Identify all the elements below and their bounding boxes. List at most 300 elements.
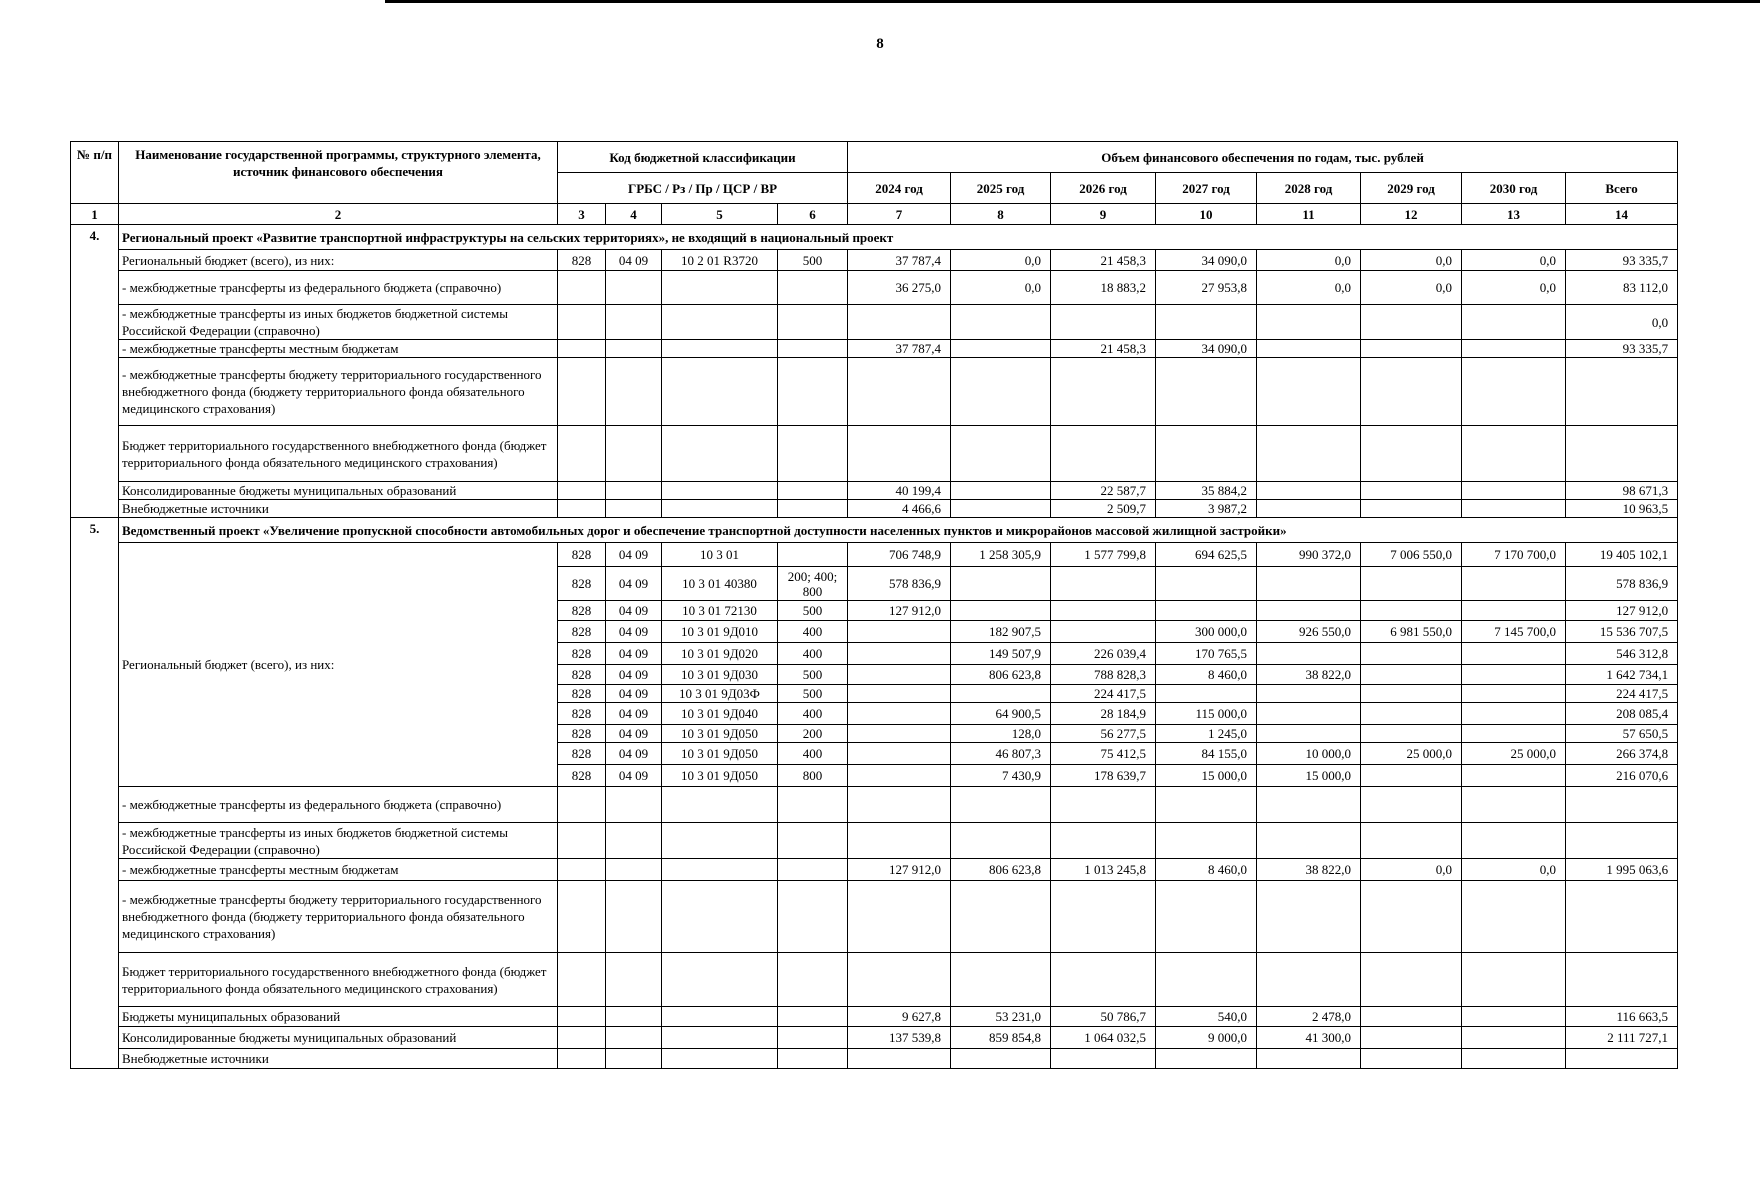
header-year: 2028 год bbox=[1257, 173, 1361, 204]
header-colnum: 2 bbox=[119, 204, 558, 225]
value-cell: 8 460,0 bbox=[1156, 859, 1257, 881]
row-label: - межбюджетные трансферты из иных бюджетов бюджетной системы Российской Федерации (справочно) bbox=[119, 305, 558, 340]
section-number: 4. bbox=[71, 225, 119, 518]
value-cell: 46 807,3 bbox=[951, 743, 1051, 765]
value-cell bbox=[1361, 881, 1462, 953]
value-cell: 15 000,0 bbox=[1257, 765, 1361, 787]
rz-cell: 04 09 bbox=[606, 703, 662, 725]
value-cell bbox=[848, 426, 951, 482]
vr-cell: 200; 400; 800 bbox=[778, 567, 848, 601]
value-cell: 6 981 550,0 bbox=[1361, 621, 1462, 643]
value-cell: 0,0 bbox=[1361, 859, 1462, 881]
value-cell: 115 000,0 bbox=[1156, 703, 1257, 725]
value-cell: 25 000,0 bbox=[1462, 743, 1566, 765]
value-cell: 15 536 707,5 bbox=[1566, 621, 1678, 643]
header-code-group: Код бюджетной классификации bbox=[558, 142, 848, 173]
row-label: Региональный бюджет (всего), из них: bbox=[119, 250, 558, 271]
value-cell bbox=[848, 358, 951, 426]
rz-cell: 04 09 bbox=[606, 643, 662, 665]
value-cell bbox=[1156, 1049, 1257, 1069]
vr-cell bbox=[778, 305, 848, 340]
code-cell bbox=[606, 881, 662, 953]
value-cell bbox=[1051, 881, 1156, 953]
value-cell: 56 277,5 bbox=[1051, 725, 1156, 743]
vr-cell bbox=[778, 482, 848, 500]
value-cell bbox=[1361, 482, 1462, 500]
value-cell: 1 258 305,9 bbox=[951, 543, 1051, 567]
csr-cell: 10 3 01 9Д010 bbox=[662, 621, 778, 643]
value-cell: 2 111 727,1 bbox=[1566, 1027, 1678, 1049]
header-colnum: 8 bbox=[951, 204, 1051, 225]
grbs-cell bbox=[558, 426, 606, 482]
value-cell: 224 417,5 bbox=[1566, 685, 1678, 703]
value-cell bbox=[1156, 953, 1257, 1007]
value-cell bbox=[848, 787, 951, 823]
vr-cell: 200 bbox=[778, 725, 848, 743]
value-cell bbox=[1361, 1007, 1462, 1027]
vr-cell bbox=[778, 271, 848, 305]
grbs-cell: 828 bbox=[558, 665, 606, 685]
value-cell: 127 912,0 bbox=[848, 859, 951, 881]
value-cell bbox=[1156, 601, 1257, 621]
value-cell bbox=[1156, 358, 1257, 426]
value-cell bbox=[1156, 685, 1257, 703]
vr-cell: 500 bbox=[778, 665, 848, 685]
grbs-cell bbox=[558, 271, 606, 305]
value-cell: 926 550,0 bbox=[1257, 621, 1361, 643]
row-label: - межбюджетные трансферты местным бюджетам bbox=[119, 340, 558, 358]
value-cell bbox=[1462, 358, 1566, 426]
csr-cell: 10 3 01 9Д020 bbox=[662, 643, 778, 665]
grbs-cell: 828 bbox=[558, 703, 606, 725]
header-year: 2025 год bbox=[951, 173, 1051, 204]
value-cell: 19 405 102,1 bbox=[1566, 543, 1678, 567]
value-cell bbox=[1462, 1027, 1566, 1049]
value-cell: 15 000,0 bbox=[1156, 765, 1257, 787]
vr-cell bbox=[778, 426, 848, 482]
value-cell: 83 112,0 bbox=[1566, 271, 1678, 305]
header-year: Всего bbox=[1566, 173, 1678, 204]
code-cell bbox=[662, 1007, 778, 1027]
rz-cell bbox=[606, 426, 662, 482]
table-row bbox=[71, 1007, 1678, 1027]
code-cell bbox=[778, 953, 848, 1007]
value-cell bbox=[1257, 426, 1361, 482]
code-cell bbox=[606, 1049, 662, 1069]
grbs-cell: 828 bbox=[558, 765, 606, 787]
grbs-cell: 828 bbox=[558, 543, 606, 567]
value-cell bbox=[951, 823, 1051, 859]
value-cell bbox=[1361, 567, 1462, 601]
value-cell bbox=[1361, 953, 1462, 1007]
value-cell: 0,0 bbox=[951, 271, 1051, 305]
header-colnum: 10 bbox=[1156, 204, 1257, 225]
csr-cell: 10 3 01 40380 bbox=[662, 567, 778, 601]
section-title: Региональный проект «Развитие транспортной инфраструктуры на сельских территориях», не входящий в национальный проект bbox=[119, 225, 1678, 250]
value-cell bbox=[1566, 1049, 1678, 1069]
value-cell: 137 539,8 bbox=[848, 1027, 951, 1049]
value-cell bbox=[1257, 685, 1361, 703]
grbs-cell: 828 bbox=[558, 567, 606, 601]
table-row bbox=[71, 1027, 1678, 1049]
header-colnum: 14 bbox=[1566, 204, 1678, 225]
value-cell bbox=[951, 426, 1051, 482]
value-cell bbox=[848, 881, 951, 953]
value-cell bbox=[1257, 482, 1361, 500]
value-cell: 170 765,5 bbox=[1156, 643, 1257, 665]
value-cell bbox=[1566, 787, 1678, 823]
code-cell bbox=[662, 1049, 778, 1069]
code-cell bbox=[558, 953, 606, 1007]
code-cell bbox=[778, 859, 848, 881]
value-cell bbox=[1462, 601, 1566, 621]
value-cell: 1 013 245,8 bbox=[1051, 859, 1156, 881]
value-cell: 1 064 032,5 bbox=[1051, 1027, 1156, 1049]
table-row bbox=[71, 271, 1678, 305]
header-colnum: 12 bbox=[1361, 204, 1462, 225]
code-cell bbox=[662, 823, 778, 859]
csr-cell: 10 2 01 R3720 bbox=[662, 250, 778, 271]
value-cell: 0,0 bbox=[1257, 250, 1361, 271]
value-cell bbox=[1051, 621, 1156, 643]
value-cell bbox=[1156, 567, 1257, 601]
value-cell: 10 963,5 bbox=[1566, 500, 1678, 518]
value-cell: 98 671,3 bbox=[1566, 482, 1678, 500]
value-cell: 41 300,0 bbox=[1257, 1027, 1361, 1049]
value-cell: 224 417,5 bbox=[1051, 685, 1156, 703]
value-cell: 208 085,4 bbox=[1566, 703, 1678, 725]
code-cell bbox=[606, 823, 662, 859]
vr-cell: 800 bbox=[778, 765, 848, 787]
header-year: 2030 год bbox=[1462, 173, 1566, 204]
value-cell: 178 639,7 bbox=[1051, 765, 1156, 787]
code-cell bbox=[662, 881, 778, 953]
value-cell bbox=[1156, 823, 1257, 859]
value-cell bbox=[1361, 1027, 1462, 1049]
value-cell bbox=[1361, 685, 1462, 703]
table-row bbox=[71, 426, 1678, 482]
rz-cell bbox=[606, 500, 662, 518]
value-cell: 9 000,0 bbox=[1156, 1027, 1257, 1049]
value-cell: 57 650,5 bbox=[1566, 725, 1678, 743]
value-cell: 1 577 799,8 bbox=[1051, 543, 1156, 567]
value-cell: 149 507,9 bbox=[951, 643, 1051, 665]
value-cell: 182 907,5 bbox=[951, 621, 1051, 643]
rz-cell bbox=[606, 271, 662, 305]
code-cell bbox=[662, 1027, 778, 1049]
table-row bbox=[71, 859, 1678, 881]
header-year: 2026 год bbox=[1051, 173, 1156, 204]
rz-cell: 04 09 bbox=[606, 665, 662, 685]
value-cell bbox=[848, 685, 951, 703]
code-cell bbox=[662, 953, 778, 1007]
grbs-cell: 828 bbox=[558, 743, 606, 765]
value-cell: 0,0 bbox=[1257, 271, 1361, 305]
value-cell bbox=[848, 1049, 951, 1069]
value-cell bbox=[1361, 765, 1462, 787]
vr-cell bbox=[778, 340, 848, 358]
value-cell: 93 335,7 bbox=[1566, 340, 1678, 358]
value-cell bbox=[1257, 725, 1361, 743]
value-cell: 40 199,4 bbox=[848, 482, 951, 500]
value-cell: 38 822,0 bbox=[1257, 859, 1361, 881]
header-colnum: 3 bbox=[558, 204, 606, 225]
value-cell bbox=[1156, 305, 1257, 340]
value-cell: 21 458,3 bbox=[1051, 340, 1156, 358]
value-cell: 578 836,9 bbox=[848, 567, 951, 601]
value-cell bbox=[951, 881, 1051, 953]
code-cell bbox=[778, 1007, 848, 1027]
csr-cell: 10 3 01 9Д030 bbox=[662, 665, 778, 685]
value-cell: 84 155,0 bbox=[1156, 743, 1257, 765]
vr-cell bbox=[778, 358, 848, 426]
value-cell bbox=[951, 482, 1051, 500]
code-cell bbox=[558, 1027, 606, 1049]
value-cell: 578 836,9 bbox=[1566, 567, 1678, 601]
value-cell: 4 466,6 bbox=[848, 500, 951, 518]
value-cell bbox=[951, 358, 1051, 426]
value-cell bbox=[1361, 787, 1462, 823]
value-cell bbox=[1361, 305, 1462, 340]
table-row bbox=[71, 881, 1678, 953]
value-cell bbox=[1156, 426, 1257, 482]
rz-cell bbox=[606, 340, 662, 358]
row-label: Внебюджетные источники bbox=[119, 500, 558, 518]
value-cell: 35 884,2 bbox=[1156, 482, 1257, 500]
value-cell: 859 854,8 bbox=[951, 1027, 1051, 1049]
table-row bbox=[71, 482, 1678, 500]
value-cell: 2 478,0 bbox=[1257, 1007, 1361, 1027]
table-row bbox=[71, 340, 1678, 358]
value-cell bbox=[951, 500, 1051, 518]
row-label: Бюджет территориального государственного внебюджетного фонда (бюджет территориального фонда обязательного медицинского страхования) bbox=[119, 426, 558, 482]
rz-cell: 04 09 bbox=[606, 621, 662, 643]
value-cell: 8 460,0 bbox=[1156, 665, 1257, 685]
value-cell bbox=[1257, 643, 1361, 665]
value-cell bbox=[1257, 823, 1361, 859]
csr-cell bbox=[662, 426, 778, 482]
vr-cell bbox=[778, 500, 848, 518]
code-cell bbox=[778, 1027, 848, 1049]
value-cell: 694 625,5 bbox=[1156, 543, 1257, 567]
vr-cell: 500 bbox=[778, 250, 848, 271]
value-cell bbox=[1462, 703, 1566, 725]
csr-cell: 10 3 01 9Д03Ф bbox=[662, 685, 778, 703]
value-cell bbox=[951, 601, 1051, 621]
value-cell: 18 883,2 bbox=[1051, 271, 1156, 305]
rz-cell: 04 09 bbox=[606, 743, 662, 765]
value-cell bbox=[848, 665, 951, 685]
value-cell: 7 145 700,0 bbox=[1462, 621, 1566, 643]
row-label: - межбюджетные трансферты из иных бюджетов бюджетной системы Российской Федерации (справочно) bbox=[119, 823, 558, 859]
section-number: 5. bbox=[71, 518, 119, 1069]
value-cell: 34 090,0 bbox=[1156, 250, 1257, 271]
value-cell: 93 335,7 bbox=[1566, 250, 1678, 271]
value-cell bbox=[1257, 305, 1361, 340]
value-cell bbox=[1462, 305, 1566, 340]
value-cell bbox=[1462, 953, 1566, 1007]
csr-cell: 10 3 01 72130 bbox=[662, 601, 778, 621]
header-colnum: 5 bbox=[662, 204, 778, 225]
value-cell: 546 312,8 bbox=[1566, 643, 1678, 665]
value-cell bbox=[1462, 482, 1566, 500]
value-cell: 706 748,9 bbox=[848, 543, 951, 567]
value-cell bbox=[1566, 881, 1678, 953]
value-cell bbox=[1051, 567, 1156, 601]
code-cell bbox=[558, 823, 606, 859]
value-cell bbox=[848, 823, 951, 859]
code-cell bbox=[606, 787, 662, 823]
header-colnum: 6 bbox=[778, 204, 848, 225]
code-cell bbox=[778, 1049, 848, 1069]
code-cell bbox=[778, 787, 848, 823]
value-cell bbox=[1051, 823, 1156, 859]
value-cell: 128,0 bbox=[951, 725, 1051, 743]
code-cell bbox=[662, 787, 778, 823]
code-cell bbox=[606, 1007, 662, 1027]
rz-cell: 04 09 bbox=[606, 567, 662, 601]
vr-cell: 400 bbox=[778, 743, 848, 765]
value-cell bbox=[1257, 340, 1361, 358]
value-cell: 0,0 bbox=[1462, 250, 1566, 271]
value-cell: 990 372,0 bbox=[1257, 543, 1361, 567]
rz-cell: 04 09 bbox=[606, 685, 662, 703]
code-cell bbox=[606, 953, 662, 1007]
vr-cell: 500 bbox=[778, 685, 848, 703]
value-cell bbox=[1462, 340, 1566, 358]
grbs-cell bbox=[558, 500, 606, 518]
value-cell: 38 822,0 bbox=[1257, 665, 1361, 685]
value-cell: 266 374,8 bbox=[1566, 743, 1678, 765]
value-cell bbox=[1361, 703, 1462, 725]
row-label: - межбюджетные трансферты местным бюджетам bbox=[119, 859, 558, 881]
header-year: 2027 год bbox=[1156, 173, 1257, 204]
value-cell bbox=[1462, 765, 1566, 787]
value-cell bbox=[1257, 358, 1361, 426]
header-volume-group: Объем финансового обеспечения по годам, тыс. рублей bbox=[848, 142, 1678, 173]
table-row bbox=[71, 358, 1678, 426]
csr-cell bbox=[662, 305, 778, 340]
value-cell: 37 787,4 bbox=[848, 340, 951, 358]
value-cell bbox=[848, 743, 951, 765]
vr-cell bbox=[778, 543, 848, 567]
header-name: Наименование государственной программы, структурного элемента, источник финансового обеспечения bbox=[119, 142, 558, 204]
value-cell: 300 000,0 bbox=[1156, 621, 1257, 643]
row-label: - межбюджетные трансферты бюджету территориального государственного внебюджетного фонда (бюджету территориального фонда обязательного медицинского страхования) bbox=[119, 358, 558, 426]
value-cell: 1 995 063,6 bbox=[1566, 859, 1678, 881]
table-row bbox=[71, 823, 1678, 859]
value-cell: 0,0 bbox=[1566, 305, 1678, 340]
value-cell bbox=[951, 567, 1051, 601]
value-cell bbox=[1257, 567, 1361, 601]
value-cell: 806 623,8 bbox=[951, 665, 1051, 685]
value-cell bbox=[1156, 787, 1257, 823]
grbs-cell: 828 bbox=[558, 621, 606, 643]
header-colnum: 13 bbox=[1462, 204, 1566, 225]
value-cell: 75 412,5 bbox=[1051, 743, 1156, 765]
grbs-cell bbox=[558, 340, 606, 358]
value-cell bbox=[1051, 787, 1156, 823]
header-colnum: 11 bbox=[1257, 204, 1361, 225]
value-cell bbox=[848, 643, 951, 665]
value-cell bbox=[1361, 340, 1462, 358]
code-cell bbox=[558, 859, 606, 881]
row-label: Бюджеты муниципальных образований bbox=[119, 1007, 558, 1027]
value-cell bbox=[848, 703, 951, 725]
header-code-sub: ГРБС / Рз / Пр / ЦСР / ВР bbox=[558, 173, 848, 204]
value-cell bbox=[848, 305, 951, 340]
header-year: 2024 год bbox=[848, 173, 951, 204]
grbs-cell: 828 bbox=[558, 725, 606, 743]
value-cell bbox=[1051, 1049, 1156, 1069]
code-cell bbox=[778, 823, 848, 859]
value-cell bbox=[1361, 500, 1462, 518]
value-cell: 9 627,8 bbox=[848, 1007, 951, 1027]
row-label: Консолидированные бюджеты муниципальных образований bbox=[119, 1027, 558, 1049]
value-cell bbox=[951, 305, 1051, 340]
row-label: - межбюджетные трансферты бюджету территориального государственного внебюджетного фонда (бюджету территориального фонда обязательного медицинского страхования) bbox=[119, 881, 558, 953]
value-cell bbox=[951, 953, 1051, 1007]
vr-cell: 500 bbox=[778, 601, 848, 621]
value-cell bbox=[1462, 787, 1566, 823]
rz-cell: 04 09 bbox=[606, 725, 662, 743]
value-cell bbox=[951, 1049, 1051, 1069]
value-cell: 127 912,0 bbox=[1566, 601, 1678, 621]
rz-cell: 04 09 bbox=[606, 601, 662, 621]
value-cell bbox=[951, 340, 1051, 358]
row-label: - межбюджетные трансферты из федерального бюджета (справочно) bbox=[119, 787, 558, 823]
value-cell: 22 587,7 bbox=[1051, 482, 1156, 500]
value-cell bbox=[1051, 426, 1156, 482]
value-cell bbox=[1361, 823, 1462, 859]
value-cell bbox=[1257, 953, 1361, 1007]
code-cell bbox=[606, 1027, 662, 1049]
header-num: № п/п bbox=[71, 142, 119, 204]
vr-cell: 400 bbox=[778, 643, 848, 665]
value-cell bbox=[1257, 500, 1361, 518]
value-cell: 1 642 734,1 bbox=[1566, 665, 1678, 685]
value-cell bbox=[1361, 426, 1462, 482]
value-cell: 7 430,9 bbox=[951, 765, 1051, 787]
value-cell: 1 245,0 bbox=[1156, 725, 1257, 743]
value-cell bbox=[848, 765, 951, 787]
value-cell bbox=[1462, 1007, 1566, 1027]
value-cell bbox=[1051, 953, 1156, 1007]
value-cell bbox=[1257, 881, 1361, 953]
value-cell: 50 786,7 bbox=[1051, 1007, 1156, 1027]
value-cell bbox=[1462, 1049, 1566, 1069]
value-cell: 226 039,4 bbox=[1051, 643, 1156, 665]
value-cell bbox=[1462, 823, 1566, 859]
csr-cell bbox=[662, 271, 778, 305]
value-cell bbox=[1462, 567, 1566, 601]
table-row bbox=[71, 518, 1678, 543]
value-cell: 21 458,3 bbox=[1051, 250, 1156, 271]
row-label: Бюджет территориального государственного внебюджетного фонда (бюджет территориального фонда обязательного медицинского страхования) bbox=[119, 953, 558, 1007]
value-cell bbox=[1361, 1049, 1462, 1069]
header-year: 2029 год bbox=[1361, 173, 1462, 204]
code-cell bbox=[778, 881, 848, 953]
code-cell bbox=[558, 787, 606, 823]
value-cell bbox=[1462, 685, 1566, 703]
code-cell bbox=[606, 859, 662, 881]
rz-cell bbox=[606, 305, 662, 340]
value-cell bbox=[1462, 725, 1566, 743]
value-cell: 7 006 550,0 bbox=[1361, 543, 1462, 567]
value-cell bbox=[1361, 725, 1462, 743]
value-cell: 0,0 bbox=[1462, 271, 1566, 305]
value-cell bbox=[848, 621, 951, 643]
